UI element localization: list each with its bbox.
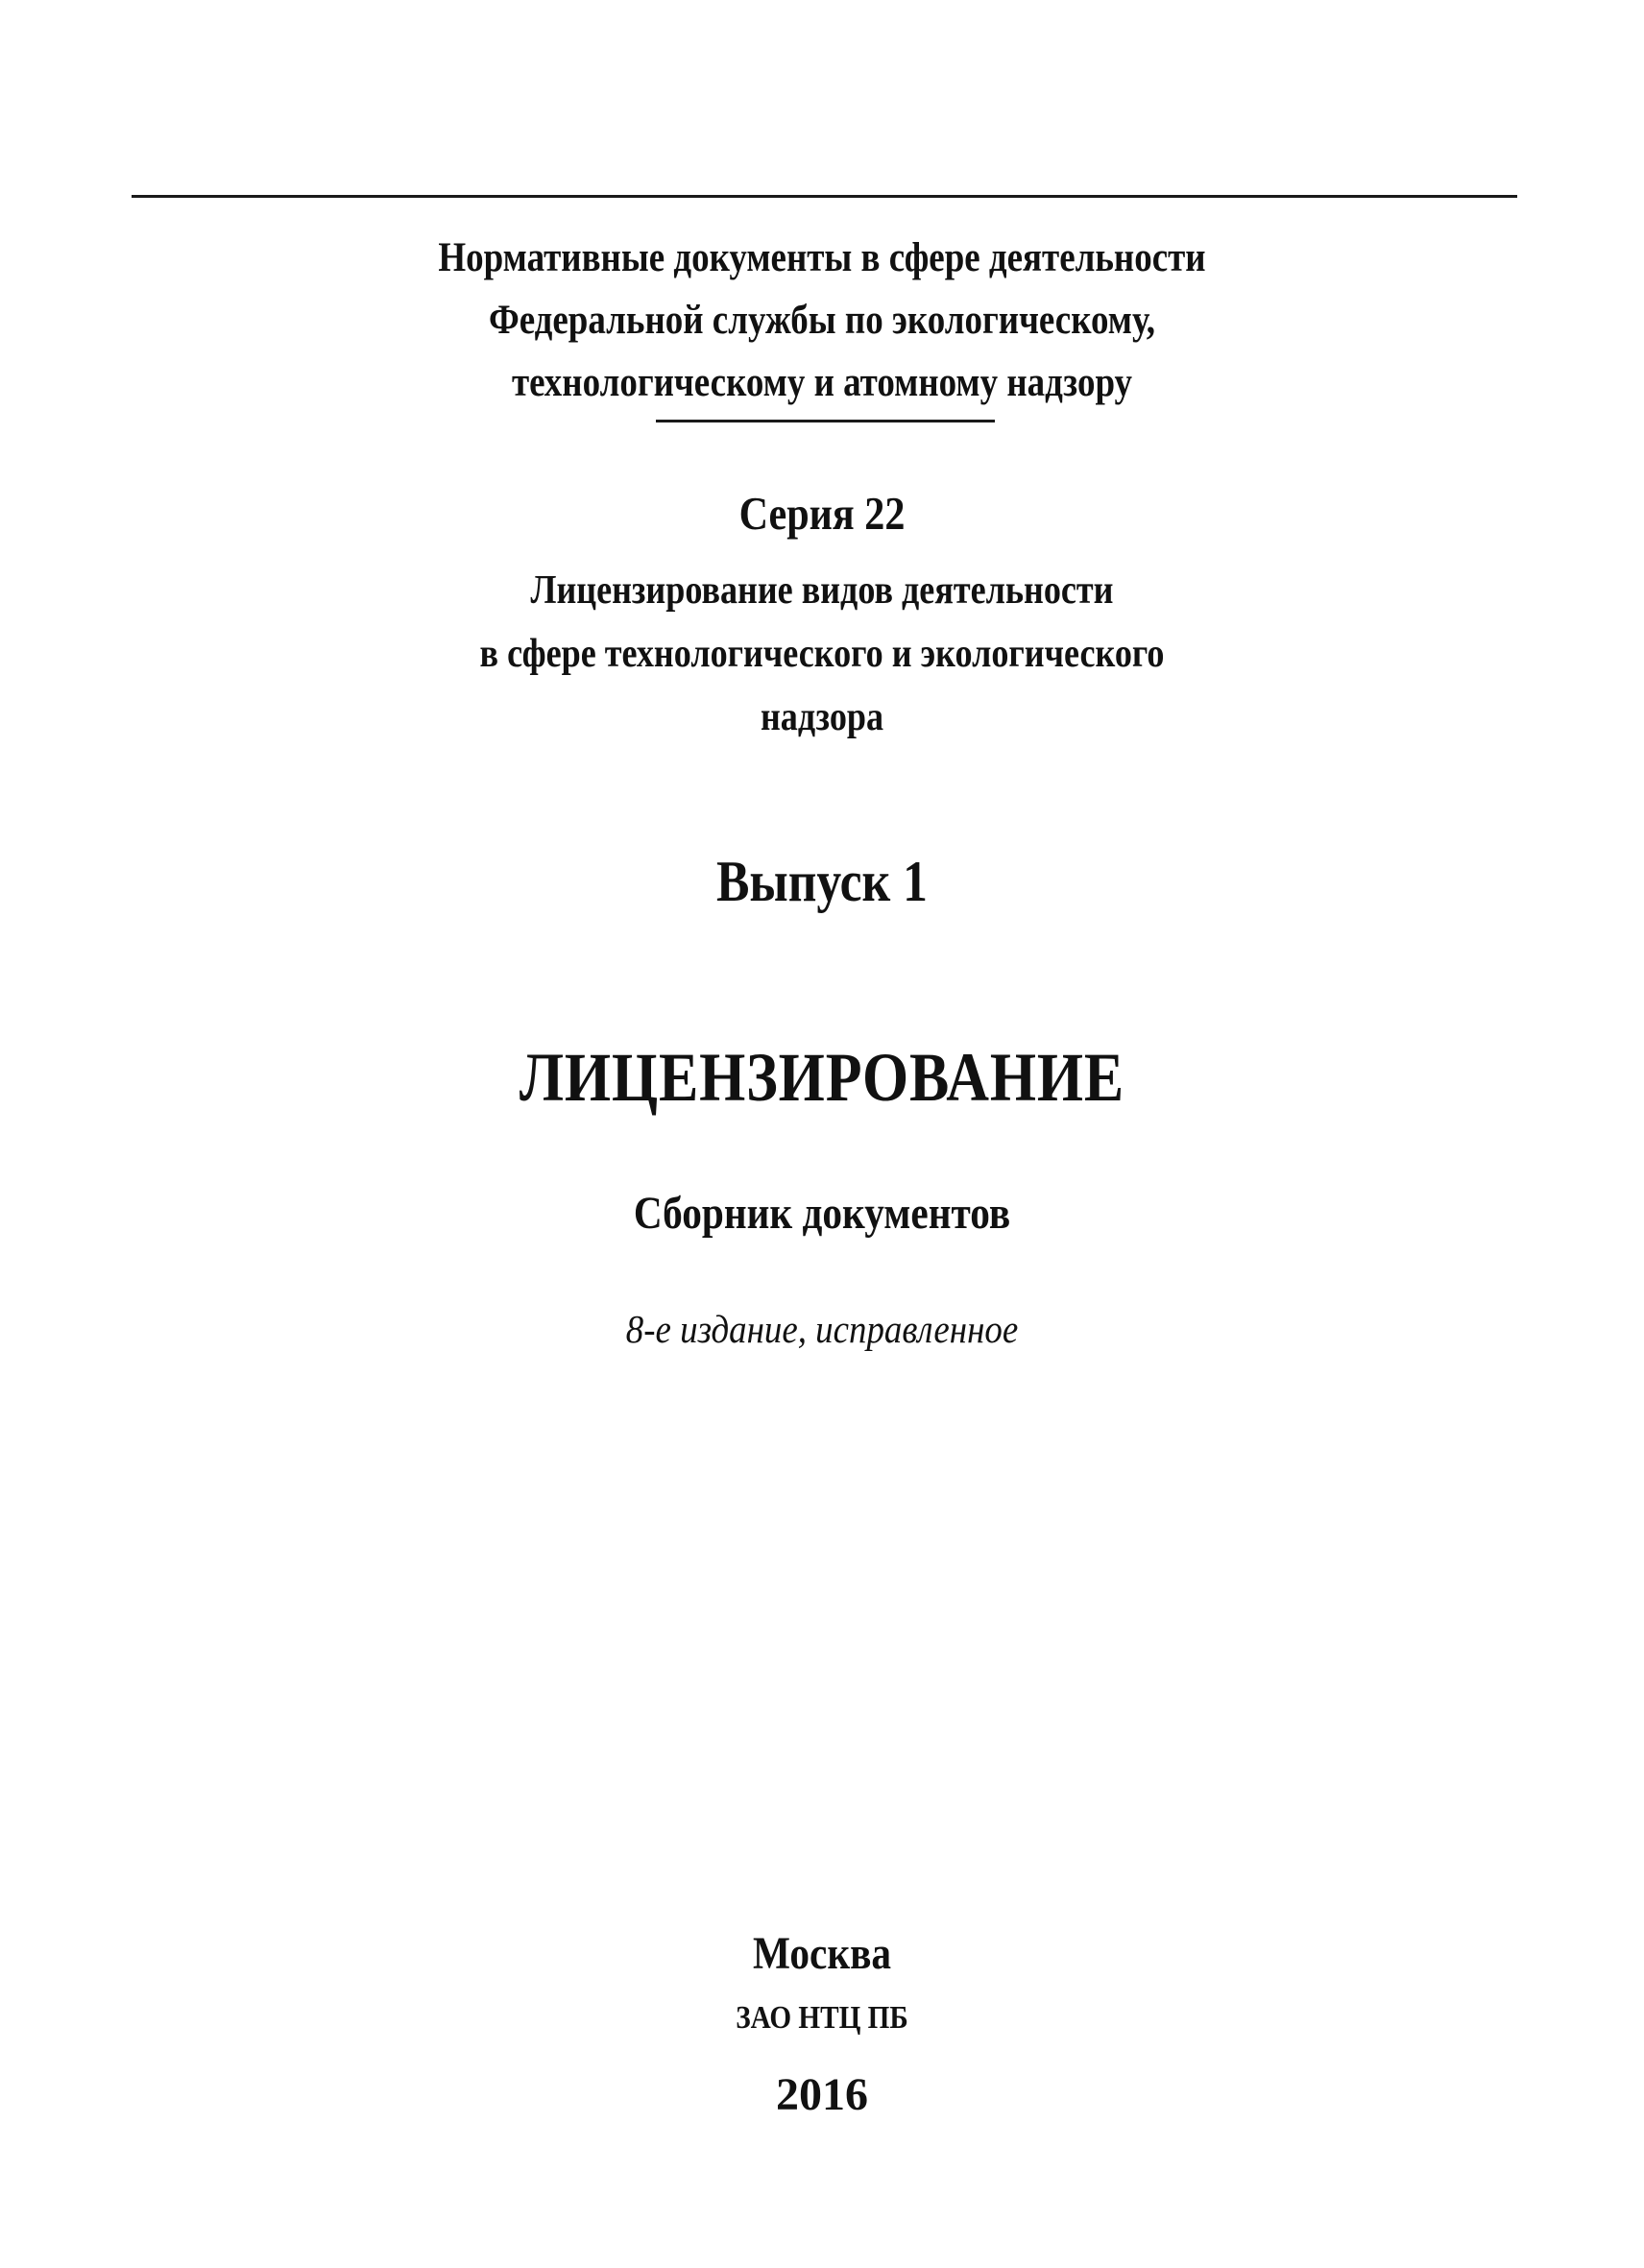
subtitle: Сборник документов (633, 1188, 1011, 1239)
imprint-year: 2016 (776, 2069, 868, 2120)
series-description-line: надзора (760, 695, 884, 739)
heading-divider (656, 420, 995, 422)
heading-line: Нормативные документы в сфере деятельности (438, 235, 1206, 280)
edition-note: 8-е издание, исправленное (625, 1307, 1019, 1351)
series-description (115, 559, 1529, 749)
heading-line: технологическому и атомному надзору (511, 360, 1133, 405)
imprint-publisher: ЗАО НТЦ ПБ (736, 2000, 908, 2036)
top-rule (132, 195, 1517, 198)
series-description-line: Лицензирование видов деятельности (530, 568, 1114, 613)
document-heading (115, 227, 1529, 414)
heading-line: Федеральной службы по экологическому, (488, 298, 1156, 343)
main-title: ЛИЦЕНЗИРОВАНИЕ (519, 1039, 1125, 1116)
series-description-line: в сфере технологического и экологического (479, 632, 1165, 676)
issue-number: Выпуск 1 (716, 850, 928, 913)
imprint-city: Москва (752, 1928, 892, 1979)
series-title: Серия 22 (738, 487, 906, 540)
